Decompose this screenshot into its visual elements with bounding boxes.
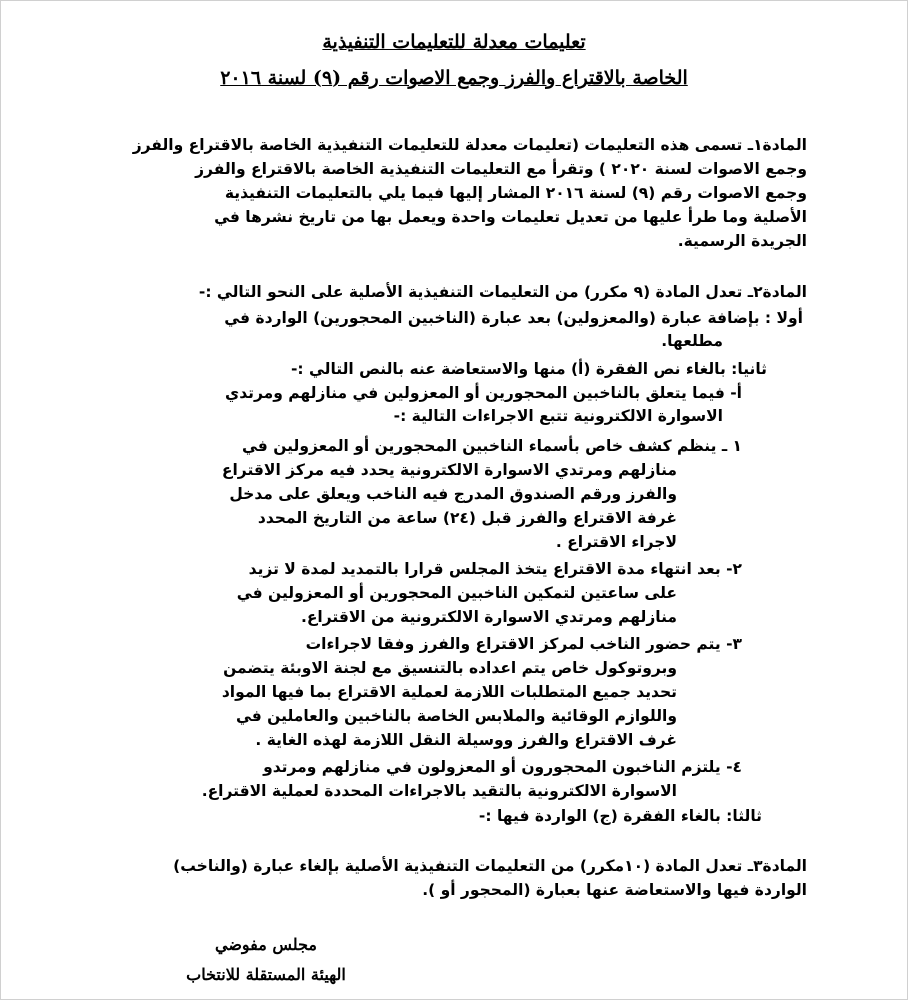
- article-2-second-intro: ثانيا: بالغاء نص الفقرة (أ) منها والاستعاضة عنه بالنص التالي :-: [290, 360, 767, 378]
- article-2-first-line: أولا : بإضافة عبارة (والمعزولين) بعد عبارة (الناخبين المحجورين) الواردة في: [224, 309, 803, 327]
- signature-name: مجلس مفوضي: [214, 935, 317, 954]
- item-4-line: ٤- يلتزم الناخبون المحجورون أو المعزولون في منازلهم ومرتدو: [263, 758, 742, 776]
- paragraph-a-line: أ- فيما يتعلق بالناخبين المحجورين أو المعزولين في منازلهم ومرتدي: [224, 384, 742, 402]
- item-3-line: غرف الاقتراع والفرز ووسيلة النقل اللازمة لهذه الغاية .: [255, 731, 677, 749]
- article-2-third: ثالثا: بالغاء الفقرة (ج) الواردة فيها :-: [478, 807, 762, 825]
- item-2-line: على ساعتين لتمكين الناخبين المحجورين أو المعزولين في: [236, 584, 677, 602]
- article-1-line: الأصلية وما طرأ عليها من تعديل تعليمات واحدة ويعمل بها من تاريخ نشرها في: [214, 208, 807, 226]
- item-3-line: ٣- يتم حضور الناخب لمركز الاقتراع والفرز وفقا لاجراءات: [305, 635, 742, 653]
- paragraph-a-line: الاسوارة الالكترونية تتبع الاجراءات التالية :-: [393, 407, 723, 425]
- article-3-line: المادة٣ـ تعدل المادة (١٠مكرر) من التعليمات التنفيذية الأصلية بإلغاء عبارة (والناخب): [173, 857, 807, 875]
- item-3-line: وبروتوكول خاص يتم اعداده بالتنسيق مع لجنة الاوبئة يتضمن: [223, 659, 677, 677]
- item-3-line: تحديد جميع المتطلبات اللازمة لعملية الاقتراع بما فيها المواد: [221, 683, 677, 701]
- document-title-line2: الخاصة بالاقتراع والفرز وجمع الاصوات رقم (٩) لسنة ٢٠١٦: [220, 67, 688, 89]
- article-1-line: وجمع الاصوات لسنة ٢٠٢٠ ) وتقرأ مع التعليمات التنفيذية الخاصة بالاقتراع والفرز: [195, 160, 807, 178]
- article-1-line: الجريدة الرسمية.: [677, 232, 807, 250]
- article-2-first-line: مطلعها.: [661, 332, 723, 350]
- item-1-line: ١ ـ ينظم كشف خاص بأسماء الناخبين المحجورين أو المعزولين في: [242, 437, 742, 455]
- item-1-line: لاجراء الاقتراع .: [555, 533, 677, 551]
- signature-org: الهيئة المستقلة للانتخاب: [186, 965, 346, 984]
- item-1-line: غرفة الاقتراع والفرز قبل (٢٤) ساعة من التاريخ المحدد: [257, 509, 677, 527]
- article-1-line: المادة١ـ تسمى هذه التعليمات (تعليمات معدلة للتعليمات التنفيذية الخاصة بالاقتراع والفرز: [132, 136, 807, 154]
- item-4-line: الاسوارة الالكترونية بالتقيد بالاجراءات المحددة لعملية الاقتراع.: [201, 782, 677, 800]
- article-1-line: وجمع الاصوات رقم (٩) لسنة ٢٠١٦ المشار إليها فيما يلي بالتعليمات التنفيذية: [224, 184, 807, 202]
- document-title-line1: تعليمات معدلة للتعليمات التنفيذية: [322, 31, 586, 53]
- article-3-line: الواردة فيها والاستعاضة عنها بعبارة (المحجور أو ).: [422, 881, 807, 899]
- article-2-intro: المادة٢ـ تعدل المادة (٩ مكرر) من التعليمات التنفيذية الأصلية على النحو التالي :-: [198, 283, 807, 301]
- item-2-line: منازلهم ومرتدي الاسوارة الالكترونية من الاقتراع.: [300, 608, 677, 626]
- item-3-line: واللوازم الوقائية والملابس الخاصة بالناخبين والعاملين في: [235, 707, 677, 725]
- item-1-line: والفرز ورقم الصندوق المدرج فيه الناخب ويعلق على مدخل: [229, 485, 677, 503]
- item-1-line: منازلهم ومرتدي الاسوارة الالكترونية يحدد فيه مركز الاقتراع: [221, 461, 677, 479]
- item-2-line: ٢- بعد انتهاء مدة الاقتراع يتخذ المجلس قرارا بالتمديد لمدة لا تزيد: [248, 560, 742, 578]
